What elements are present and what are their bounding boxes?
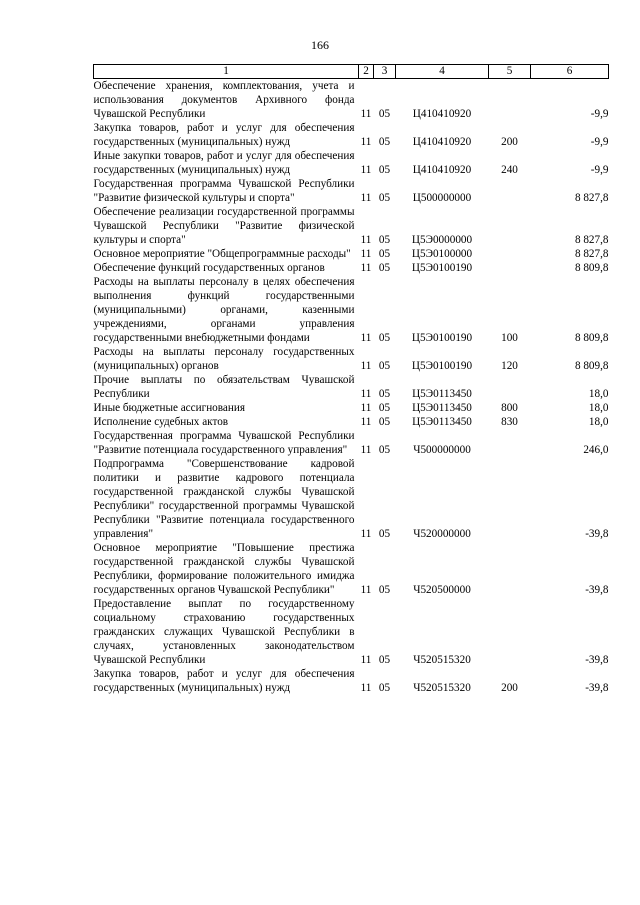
row-expense-type: 830 — [501, 416, 518, 428]
row-amount: 8 809,8 — [574, 360, 609, 372]
table-row — [94, 79, 609, 122]
row-section: 11 — [360, 192, 372, 204]
row-amount: -9,9 — [590, 108, 609, 120]
table-row — [94, 457, 609, 541]
row-expense-type — [489, 261, 531, 275]
row-subsection: 05 — [378, 682, 391, 694]
header-row — [94, 65, 609, 79]
row-expense-type: 200 — [501, 136, 518, 148]
row-section: 11 — [360, 136, 372, 148]
row-section: 11 — [360, 108, 372, 120]
row-subsection: 05 — [378, 262, 391, 274]
row-target-code: Ч500000000 — [413, 444, 471, 456]
budget-table — [93, 64, 609, 695]
row-amount: -9,9 — [590, 164, 609, 176]
row-name: Иные закупки товаров, работ и услуг для обеспечения государственных (муниципальных) нужд — [93, 150, 355, 176]
row-subsection: 05 — [378, 192, 391, 204]
row-section: 11 — [360, 234, 372, 246]
row-subsection: 05 — [378, 528, 391, 540]
header-cell-3: 3 — [374, 65, 396, 79]
row-target-code: Ц5Э0113450 — [412, 416, 472, 428]
row-expense-type: 100 — [501, 332, 518, 344]
row-name: Исполнение судебных актов — [93, 416, 229, 428]
table-row — [94, 177, 609, 205]
table-row — [94, 541, 609, 597]
row-target-code: Ц5Э0113450 — [412, 388, 472, 400]
row-section: 11 — [360, 388, 372, 400]
header-cell-1: 1 — [94, 65, 359, 79]
row-expense-type — [489, 205, 531, 247]
row-name: Основное мероприятие "Повышение престижа государственной гражданской службы Чувашской Республики, формирование положительного имиджа государственных органов Чувашской Республики" — [93, 542, 355, 596]
row-amount: 18,0 — [588, 416, 609, 428]
row-expense-type — [489, 541, 531, 597]
row-section: 11 — [360, 164, 372, 176]
row-section: 11 — [360, 248, 372, 260]
row-expense-type — [489, 457, 531, 541]
row-amount: -39,8 — [585, 654, 609, 666]
row-name: Предоставление выплат по государственному социальному страхованию государственных гражданских служащих Чувашской Республики в случаях, установленных законодательством Чувашской Республики — [93, 598, 355, 666]
row-amount: 8 827,8 — [574, 234, 609, 246]
row-section: 11 — [360, 444, 372, 456]
table-row — [94, 667, 609, 695]
row-section: 11 — [360, 416, 372, 428]
row-name: Подпрограмма "Совершенствование кадровой политики и развитие кадрового потенциала государственной гражданской службы Чувашской Республики" государственной программы Чувашской Республики "Развитие потенциала государственного управления" — [93, 458, 355, 540]
row-subsection: 05 — [378, 136, 391, 148]
row-target-code: Ц410410920 — [412, 164, 472, 176]
row-name: Прочие выплаты по обязательствам Чувашской Республики — [93, 374, 355, 400]
table-row — [94, 345, 609, 373]
header-cell-6: 6 — [531, 65, 609, 79]
table-row — [94, 121, 609, 149]
row-amount: -39,8 — [585, 584, 609, 596]
row-target-code: Ц410410920 — [412, 136, 472, 148]
row-expense-type: 120 — [501, 360, 518, 372]
row-subsection: 05 — [378, 164, 391, 176]
row-target-code: Ч520515320 — [413, 654, 471, 666]
table-row — [94, 275, 609, 345]
row-expense-type — [489, 373, 531, 401]
row-amount: -39,8 — [585, 528, 609, 540]
row-expense-type: 200 — [501, 682, 518, 694]
row-subsection: 05 — [378, 584, 391, 596]
row-subsection: 05 — [378, 108, 391, 120]
page-number: 166 — [311, 38, 329, 52]
table-row — [94, 261, 609, 275]
row-amount: 8 809,8 — [574, 262, 609, 274]
row-name: Расходы на выплаты персоналу в целях обеспечения выполнения функций государственными (муниципальными) органами, казенными учреждениями, органами управления государственными внебюджетными фондами — [93, 276, 355, 344]
header-cell-2: 2 — [359, 65, 374, 79]
row-expense-type — [489, 597, 531, 667]
table-body — [94, 79, 609, 696]
row-target-code: Ц5Э0100190 — [411, 360, 473, 372]
row-expense-type: 240 — [501, 164, 518, 176]
row-name: Обеспечение реализации государственной программы Чувашской Республики "Развитие физической культуры и спорта" — [93, 206, 355, 246]
row-target-code: Ц5Э0100190 — [411, 332, 473, 344]
row-name: Закупка товаров, работ и услуг для обеспечения государственных (муниципальных) нужд — [93, 122, 355, 148]
row-section: 11 — [360, 584, 372, 596]
row-name: Обеспечение функций государственных органов — [93, 262, 325, 274]
row-target-code: Ц5Э0000000 — [411, 234, 473, 246]
row-amount: 8 827,8 — [574, 192, 609, 204]
row-target-code: Ч520500000 — [413, 584, 471, 596]
table-row — [94, 373, 609, 401]
row-target-code: Ч520000000 — [413, 528, 471, 540]
table-row — [94, 597, 609, 667]
row-expense-type — [489, 177, 531, 205]
row-amount: 18,0 — [588, 402, 609, 414]
table-row — [94, 401, 609, 415]
row-name: Закупка товаров, работ и услуг для обеспечения государственных (муниципальных) нужд — [93, 668, 355, 694]
row-name: Государственная программа Чувашской Республики "Развитие физической культуры и спорта" — [93, 178, 355, 204]
row-expense-type: 800 — [501, 402, 518, 414]
header-cell-5: 5 — [489, 65, 531, 79]
table-row — [94, 247, 609, 261]
row-target-code: Ц410410920 — [412, 108, 472, 120]
row-section: 11 — [360, 528, 372, 540]
row-name: Государственная программа Чувашской Республики "Развитие потенциала государственного управления" — [93, 430, 355, 456]
header-cell-4: 4 — [396, 65, 489, 79]
row-section: 11 — [360, 402, 372, 414]
row-amount: -9,9 — [590, 136, 609, 148]
row-target-code: Ц5Э0100000 — [411, 248, 473, 260]
row-name: Обеспечение хранения, комплектования, учета и использования документов Архивного фонда Чувашской Республики — [93, 80, 355, 120]
row-section: 11 — [360, 682, 372, 694]
row-section: 11 — [360, 332, 372, 344]
row-expense-type — [489, 79, 531, 122]
table-row — [94, 205, 609, 247]
row-subsection: 05 — [378, 444, 391, 456]
row-expense-type — [489, 247, 531, 261]
row-subsection: 05 — [378, 332, 391, 344]
row-amount: 8 827,8 — [574, 248, 609, 260]
row-subsection: 05 — [378, 234, 391, 246]
row-amount: 18,0 — [588, 388, 609, 400]
row-subsection: 05 — [378, 402, 391, 414]
row-target-code: Ц500000000 — [412, 192, 472, 204]
row-section: 11 — [360, 654, 372, 666]
row-subsection: 05 — [378, 388, 391, 400]
row-target-code: Ц5Э0100190 — [411, 262, 473, 274]
row-name: Иные бюджетные ассигнования — [93, 402, 245, 414]
row-target-code: Ц5Э0113450 — [412, 402, 472, 414]
table-row — [94, 149, 609, 177]
row-subsection: 05 — [378, 248, 391, 260]
row-name: Основное мероприятие "Общепрограммные расходы" — [93, 248, 351, 260]
row-section: 11 — [360, 262, 372, 274]
row-amount: -39,8 — [585, 682, 609, 694]
row-subsection: 05 — [378, 416, 391, 428]
row-amount: 246,0 — [583, 444, 609, 456]
table-row — [94, 415, 609, 429]
table-row — [94, 429, 609, 457]
row-name: Расходы на выплаты персоналу государственных (муниципальных) органов — [93, 346, 355, 372]
row-amount: 8 809,8 — [574, 332, 609, 344]
row-section: 11 — [360, 360, 372, 372]
row-subsection: 05 — [378, 654, 391, 666]
row-target-code: Ч520515320 — [413, 682, 471, 694]
row-subsection: 05 — [378, 360, 391, 372]
row-expense-type — [489, 429, 531, 457]
